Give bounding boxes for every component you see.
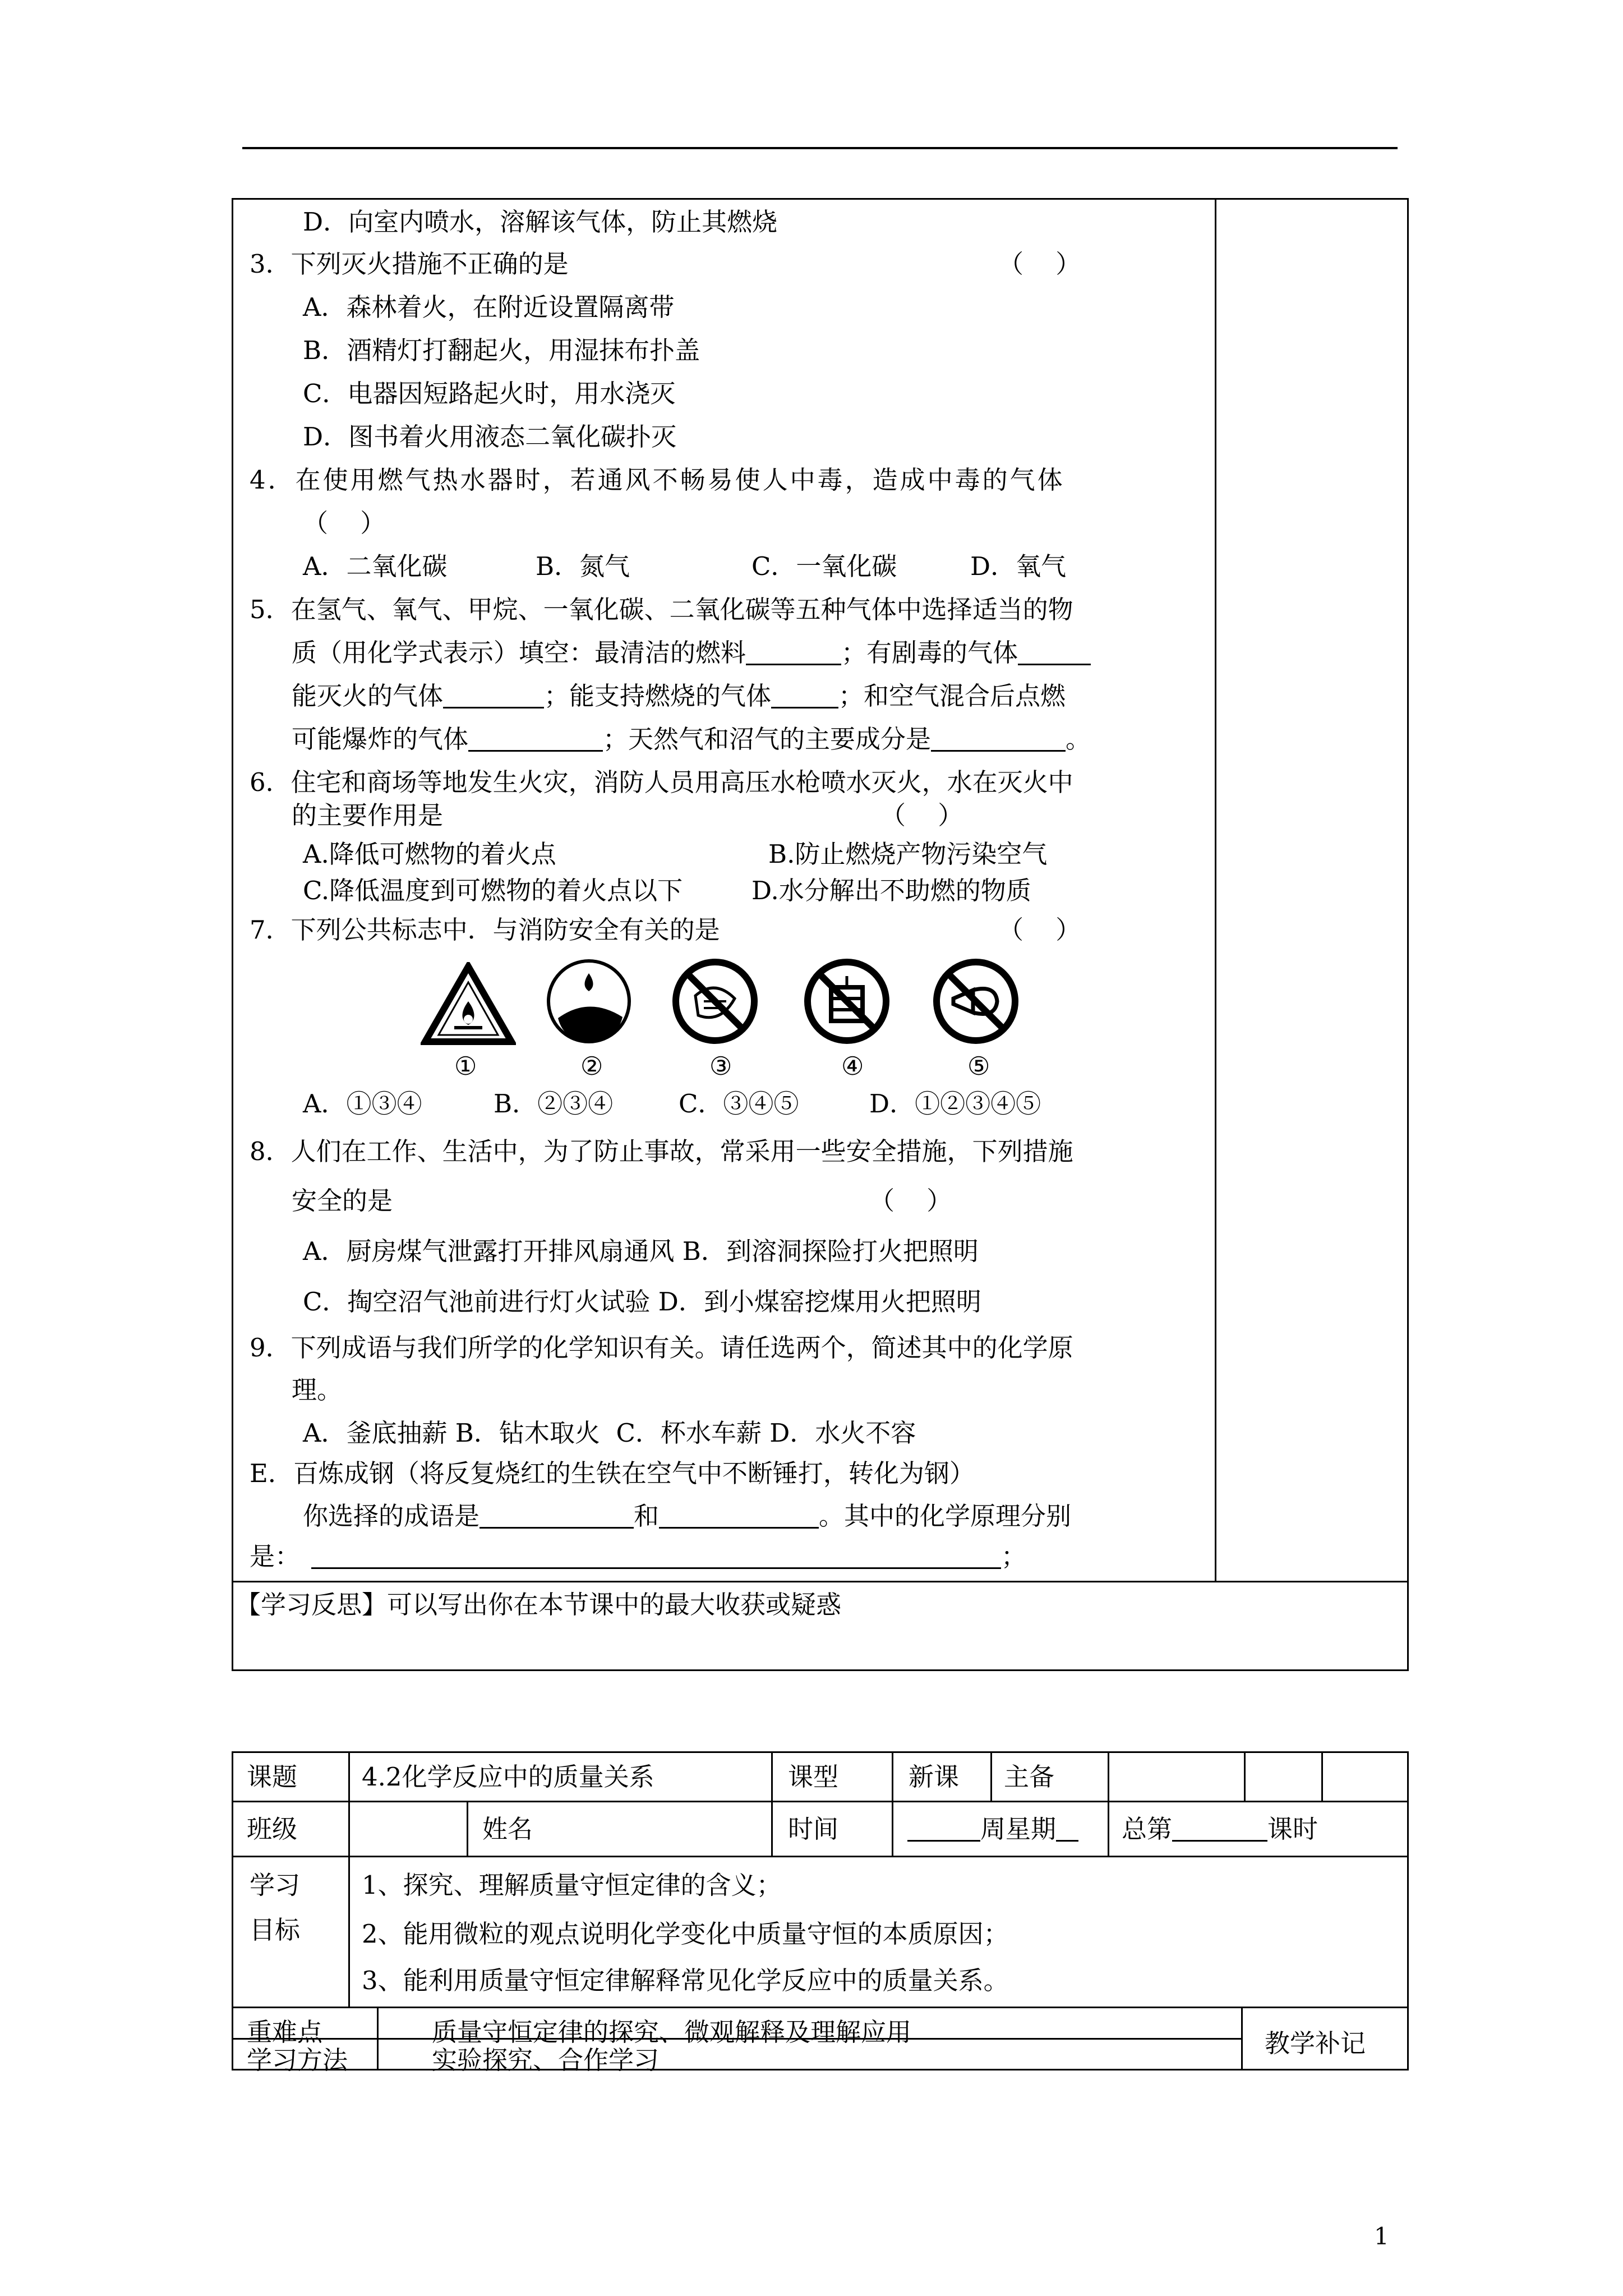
q5-line4c: 。 [1066,724,1091,754]
blank-natural-gas[interactable] [931,728,1066,752]
type-value: 新课 [909,1762,960,1792]
q8-line2: 安全的是 [292,1186,393,1216]
time-label: 时间 [788,1814,839,1844]
q7-option-d: D．①②③④⑤ [869,1089,1041,1119]
q7-stem: 7．下列公共标志中．与消防安全有关的是 [250,915,720,945]
topic-label: 课题 [247,1762,298,1792]
blank-idiom-2[interactable] [659,1504,819,1529]
blank-toxic-gas[interactable] [1018,641,1091,665]
notes-label: 教学补记 [1265,2028,1366,2058]
q5-line4 [292,726,1091,752]
blank-extinguish-gas[interactable] [443,684,544,708]
q6-line1: 6．住宅和商场等地发生火灾，消防人员用高压水枪喷水灭火，水在灭火中 [250,767,1073,797]
q6-option-b: B.防止燃烧产物污染空气 [768,839,1048,869]
q5-line3c: ；和空气混合后点燃 [838,681,1066,711]
q9-answer-line [303,1503,1071,1529]
blank-combustion-gas[interactable] [771,684,838,708]
q8-line1: 8．人们在工作、生活中，为了防止事故，常采用一些安全措施，下列措施 [250,1137,1073,1166]
blank-idiom-1[interactable] [479,1504,634,1529]
header-rule [242,147,1398,149]
q6-option-d: D.水分解出不助燃的物质 [751,876,1031,905]
reflection-prompt: 【学习反思】可以写出你在本节课中的最大收获或疑惑 [236,1590,842,1619]
question-table-rule [232,1581,1409,1582]
q5-line3b: ；能支持燃烧的气体 [544,681,772,711]
q6-option-a: A.降低可燃物的着火点 [303,839,556,869]
q4-option-b: B．氮气 [536,551,630,581]
blank-week-number[interactable] [907,1818,980,1842]
q3-option-c: C．电器因短路起火时，用水浇灭 [303,379,676,408]
q4-stem: 4．在使用燃气热水器时，若通风不畅易使人中毒，造成中毒的气体 [250,465,1065,495]
q5-line2 [292,638,1091,668]
q2-option-d: D．向室内喷水，溶解该气体，防止其燃烧 [303,207,778,237]
lesson-row-rule-1 [232,1801,1409,1802]
q9-answer-a: 你选择的成语是 [303,1501,480,1531]
week-text: 周星期 [980,1814,1057,1844]
name-label: 姓名 [482,1814,533,1844]
q9-answer-b: 和 [634,1501,660,1531]
q5-line2a: 质（用化学式表示）填空：最清洁的燃料 [292,638,746,668]
q4-option-d: D．氧气 [970,551,1067,581]
lesson-row-rule-3 [232,2007,1409,2008]
blank-period-number[interactable] [1172,1818,1267,1842]
q9-options: A．釜底抽薪 B．钻木取火 C．杯水车薪 D．水火不容 [303,1418,916,1448]
page-number: 1 [1374,2223,1389,2250]
no-burning-icon [670,956,760,1046]
question-table-divider [1215,198,1216,1581]
no-fireworks-icon [802,956,892,1046]
q9-option-e: E．百炼成钢（将反复烧红的生铁在空气中不断锤打，转化为钢） [250,1458,975,1488]
class-label: 班级 [247,1814,298,1844]
sign-label-3: ③ [709,1051,732,1081]
q9-answer-e: ； [1001,1542,1027,1571]
q3-stem: 3．下列灭火措施不正确的是 [250,249,569,279]
blank-principle[interactable] [311,1545,1001,1569]
flammable-warning-icon [421,962,516,1046]
blank-explosive-gas[interactable] [468,728,603,752]
total-field [1122,1816,1318,1842]
q8-bracket: （ ） [869,1186,952,1216]
q4-option-c: C．一氧化碳 [751,551,897,581]
blank-cleanest-fuel[interactable] [746,641,841,665]
method-label: 学习方法 [247,2045,348,2075]
q3-option-a: A．森林着火，在附近设置隔离带 [303,292,675,322]
sign-label-2: ② [580,1051,603,1081]
q6-bracket: （ ） [880,800,963,830]
q9-answer-c: 。其中的化学原理分别 [819,1501,1072,1531]
q7-option-a: A．①③④ [303,1089,422,1119]
q7-option-b: B．②③④ [494,1089,614,1119]
topic-value: 4.2化学反应中的质量关系 [362,1762,654,1792]
blank-weekday[interactable] [1056,1818,1078,1842]
q9-line2: 理。 [292,1375,343,1405]
q7-bracket: （ ） [998,915,1081,945]
corrosive-hand-icon [544,956,634,1046]
q8-options-1: A．厨房煤气泄露打开排风扇通风 B．到溶洞探险打火把照明 [303,1236,979,1266]
sign-label-1: ① [454,1051,477,1081]
q5-line1: 5．在氢气、氧气、甲烷、一氧化碳、二氧化碳等五种气体中选择适当的物 [250,595,1073,624]
q5-line3a: 能灭火的气体 [292,681,444,711]
q9-line1: 9．下列成语与我们所学的化学知识有关。请任选两个，简述其中的化学原 [250,1333,1073,1363]
method-value: 实验探究、合作学习 [432,2045,660,2075]
no-horn-icon [931,956,1021,1046]
q8-options-2: C．掏空沼气池前进行灯火试验 D．到小煤窑挖煤用火把照明 [303,1287,981,1317]
q6-line2: 的主要作用是 [292,800,444,830]
q3-option-d: D．图书着火用液态二氧化碳扑灭 [303,422,677,452]
total-label: 总第 [1122,1814,1173,1844]
sign-label-5: ⑤ [967,1051,990,1081]
q9-reason-line [250,1544,1026,1569]
q4-bracket: （ ） [303,508,386,538]
q5-line3 [292,681,1066,711]
q3-bracket: （ ） [998,249,1081,279]
week-field [907,1816,1078,1842]
q4-option-a: A．二氧化碳 [303,551,448,581]
key-label: 重难点 [247,2017,323,2047]
q7-option-c: C．③④⑤ [679,1089,799,1119]
lead-label: 主备 [1004,1762,1055,1792]
q5-line4a: 可能爆炸的气体 [292,724,469,754]
q5-line4b: ；天然气和沼气的主要成分是 [603,724,932,754]
goal-3: 3、能利用质量守恒定律解释常见化学反应中的质量关系。 [362,1966,1009,1995]
q3-option-b: B．酒精灯打翻起火，用湿抹布扑盖 [303,335,700,365]
goals-label-1: 学习 [250,1870,301,1900]
key-value: 质量守恒定律的探究、微观解释及理解应用 [432,2017,912,2047]
goals-label-2: 目标 [250,1915,301,1945]
period-label: 课时 [1267,1814,1318,1844]
type-label: 课型 [788,1762,839,1792]
sign-label-4: ④ [841,1051,864,1081]
goal-2: 2、能用微粒的观点说明化学变化中质量守恒的本质原因； [362,1919,1009,1949]
q9-answer-d: 是： [250,1542,301,1571]
q6-option-c: C.降低温度到可燃物的着火点以下 [303,876,683,905]
goal-1: 1、探究、理解质量守恒定律的含义； [362,1870,782,1900]
lesson-row-rule-2 [232,1856,1409,1857]
q5-line2b: ；有剧毒的气体 [841,638,1018,668]
